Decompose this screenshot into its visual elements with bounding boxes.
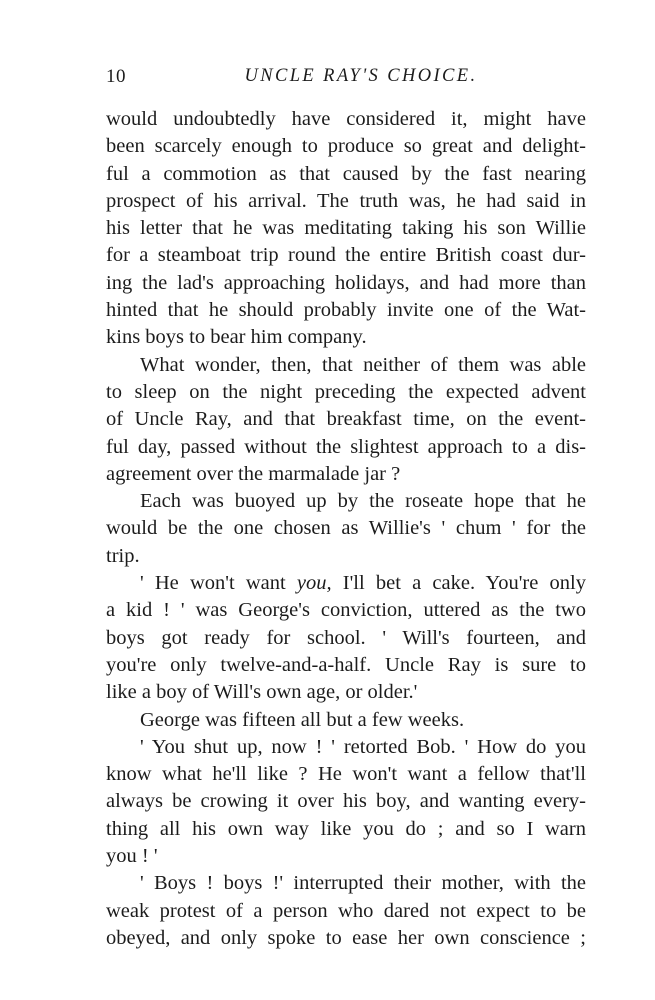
text-line: ' Boys ! boys !' interrupted their mother, with the [140, 872, 586, 895]
text-line: ' You shut up, now ! ' retorted Bob. ' How do you [140, 735, 586, 758]
text-line: obeyed, and only spoke to ease her own conscience ; [106, 926, 586, 949]
text-line: kins boys to bear him company. [106, 326, 367, 349]
emphasis-word: you, [296, 572, 332, 595]
text-line: a kid ! ' was George's conviction, uttered as the two [106, 599, 586, 622]
text-line: you ! ' [106, 845, 158, 868]
running-head [106, 66, 586, 96]
running-title: UNCLE RAY'S CHOICE. [244, 66, 478, 86]
text-line: George was fifteen all but a few weeks. [140, 708, 465, 731]
text-line: prospect of his arrival. The truth was, he had said in [106, 189, 586, 212]
text-segment: I'll bet a cake. You're only [331, 572, 586, 595]
text-line: would be the one chosen as Willie's ' chum ' for the [106, 517, 586, 540]
text-line: trip. [106, 544, 140, 567]
text-line: been scarcely enough to produce so great and delight- [106, 135, 586, 158]
text-line: What wonder, then, that neither of them was able [140, 353, 586, 376]
text-line: you're only twelve-and-a-half. Uncle Ray is sure to [106, 653, 586, 676]
text-line: always be crowing it over his boy, and wanting every- [106, 790, 586, 813]
text-segment: ' He won't want [140, 572, 297, 595]
text-line: to sleep on the night preceding the expected advent [106, 380, 586, 403]
text-line: agreement over the marmalade jar ? [106, 462, 401, 485]
text-line: Each was buoyed up by the roseate hope that he [140, 490, 586, 513]
page-number: 10 [106, 66, 126, 87]
text-line: thing all his own way like you do ; and so I warn [106, 817, 586, 840]
text-line: know what he'll like ? He won't want a fellow that'll [106, 763, 586, 786]
text-line: boys got ready for school. ' Will's fourteen, and [106, 626, 586, 649]
text-line: would undoubtedly have considered it, might have [106, 108, 586, 130]
text-line: his letter that he was meditating taking his son Willie [106, 217, 586, 240]
text-line: ing the lad's approaching holidays, and had more than [106, 271, 586, 294]
text-line: for a steamboat trip round the entire British coast dur- [106, 244, 586, 267]
text-line: like a boy of Will's own age, or older.' [106, 681, 418, 704]
text-line: weak protest of a person who dared not expect to be [106, 899, 586, 922]
text-line [106, 570, 586, 597]
text-line: hinted that he should probably invite one of the Wat- [106, 299, 586, 322]
text-line: ful day, passed without the slightest approach to a dis- [106, 435, 586, 458]
body-text [106, 106, 586, 952]
text-line: ful a commotion as that caused by the fast nearing [106, 162, 586, 185]
text-line: of Uncle Ray, and that breakfast time, on the event- [106, 408, 586, 431]
